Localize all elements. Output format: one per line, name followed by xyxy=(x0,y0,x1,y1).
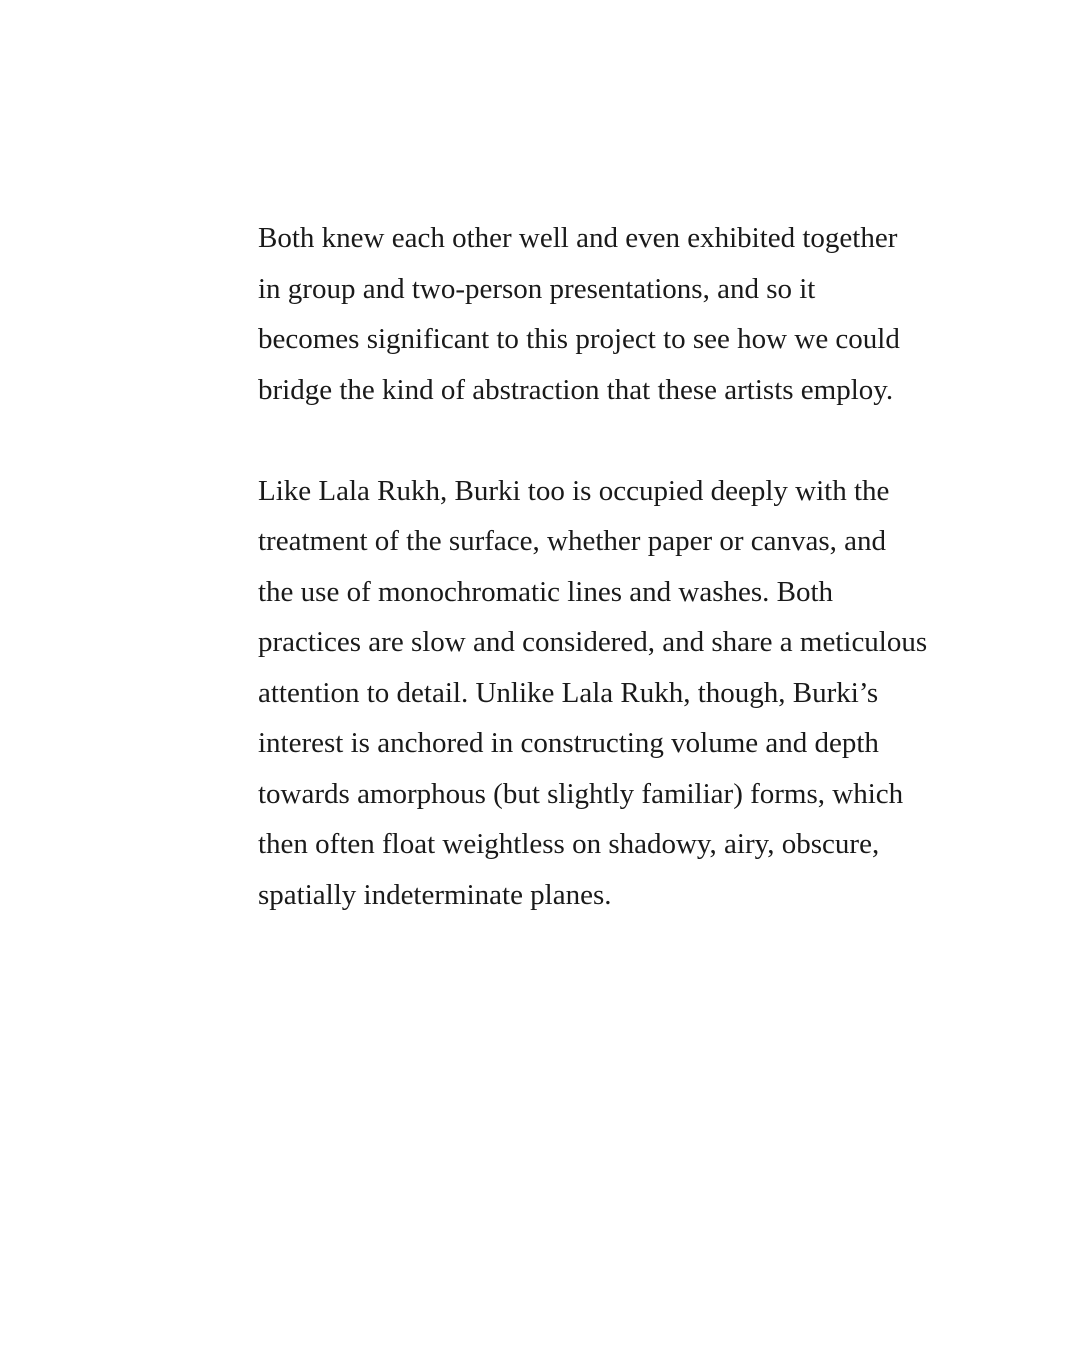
paragraph-line: Like Lala Rukh, Burki too is occupied deeply with the xyxy=(258,474,890,507)
paragraph-line: bridge the kind of abstraction that these artists employ. xyxy=(258,373,894,406)
paragraph-line: interest is anchored in constructing volume and depth xyxy=(258,727,879,759)
paragraph-line: becomes significant to this project to see how we could xyxy=(258,323,900,355)
paragraph-line: Both knew each other well and even exhibited together xyxy=(258,222,898,254)
paragraph-line: towards amorphous (but slightly familiar) forms, which xyxy=(258,777,904,810)
body-text xyxy=(258,213,958,920)
paragraph-line: spatially indeterminate planes. xyxy=(258,878,612,911)
paragraph-line: treatment of the surface, whether paper or canvas, and xyxy=(258,525,887,557)
paragraph-line: the use of monochromatic lines and washes. Both xyxy=(258,575,834,608)
paragraph-line: in group and two-person presentations, and so it xyxy=(258,272,816,305)
paragraph-line: then often float weightless on shadowy, airy, obscure, xyxy=(258,828,880,860)
paragraph-spacer xyxy=(258,415,958,466)
paragraph-line: practices are slow and considered, and share a meticulous xyxy=(258,626,928,658)
paragraph-2 xyxy=(258,466,958,921)
paragraph-1 xyxy=(258,213,958,415)
paragraph-line: attention to detail. Unlike Lala Rukh, though, Burki’s xyxy=(258,676,879,709)
